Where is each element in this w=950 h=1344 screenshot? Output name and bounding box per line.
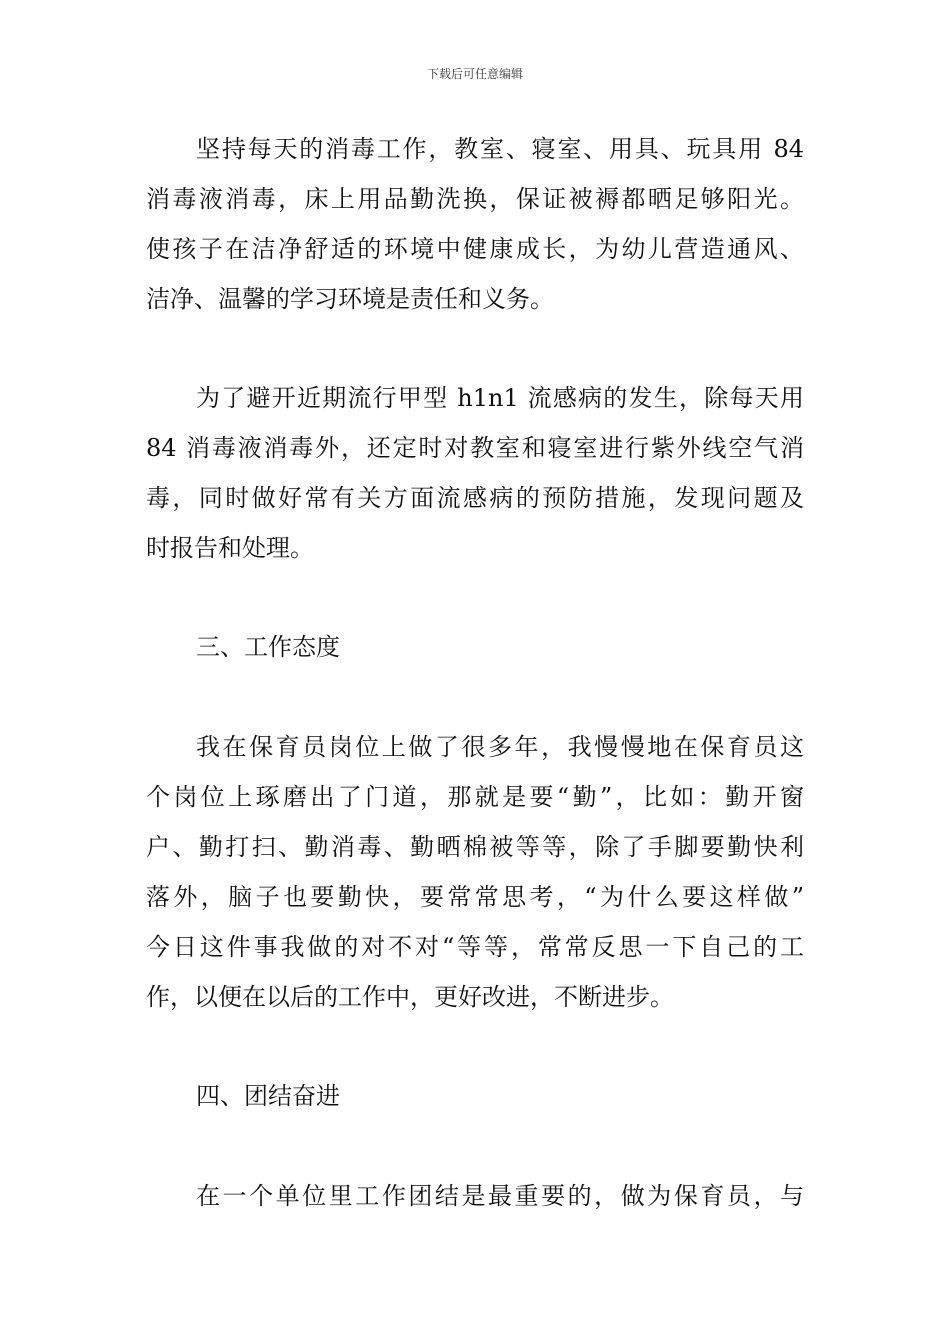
- paragraph-line: 毒，同时做好常有关方面流感病的预防措施，发现问题及: [146, 484, 804, 512]
- section-heading: 四、团结奋进: [196, 1082, 340, 1110]
- paragraph-line: 坚持每天的消毒工作，教室、寝室、用具、玩具用 84: [196, 135, 804, 163]
- page-header-watermark: 下载后可任意编辑: [426, 67, 523, 81]
- paragraph-line: 今日这件事我做的对不对“等等，常常反思一下自己的工: [146, 933, 804, 961]
- paragraph-line: 使孩子在洁净舒适的环境中健康成长，为幼儿营造通风、: [146, 235, 804, 263]
- paragraph-line: 落外，脑子也要勤快，要常常思考，“为什么要这样做”: [146, 883, 804, 911]
- section-heading: 三、工作态度: [196, 633, 340, 661]
- paragraph-line: 时报告和处理。: [146, 534, 314, 562]
- paragraph-line: 我在保育员岗位上做了很多年，我慢慢地在保育员这: [196, 733, 804, 761]
- paragraph-line: 洁净、温馨的学习环境是责任和义务。: [146, 285, 554, 313]
- paragraph-line: 个岗位上琢磨出了门道，那就是要“勤”，比如：勤开窗: [146, 783, 804, 811]
- paragraph-line: 作，以便在以后的工作中，更好改进，不断进步。: [146, 983, 674, 1011]
- paragraph-line: 84 消毒液消毒外，还定时对教室和寝室进行紫外线空气消: [146, 434, 804, 462]
- paragraph-line: 在一个单位里工作团结是最重要的，做为保育员，与: [196, 1182, 804, 1210]
- paragraph-line: 消毒液消毒，床上用品勤洗换，保证被褥都晒足够阳光。: [146, 185, 804, 213]
- paragraph-line: 户、勤打扫、勤消毒、勤晒棉被等等，除了手脚要勤快利: [146, 833, 804, 861]
- paragraph-line: 为了避开近期流行甲型 h1n1 流感病的发生，除每天用: [196, 384, 804, 412]
